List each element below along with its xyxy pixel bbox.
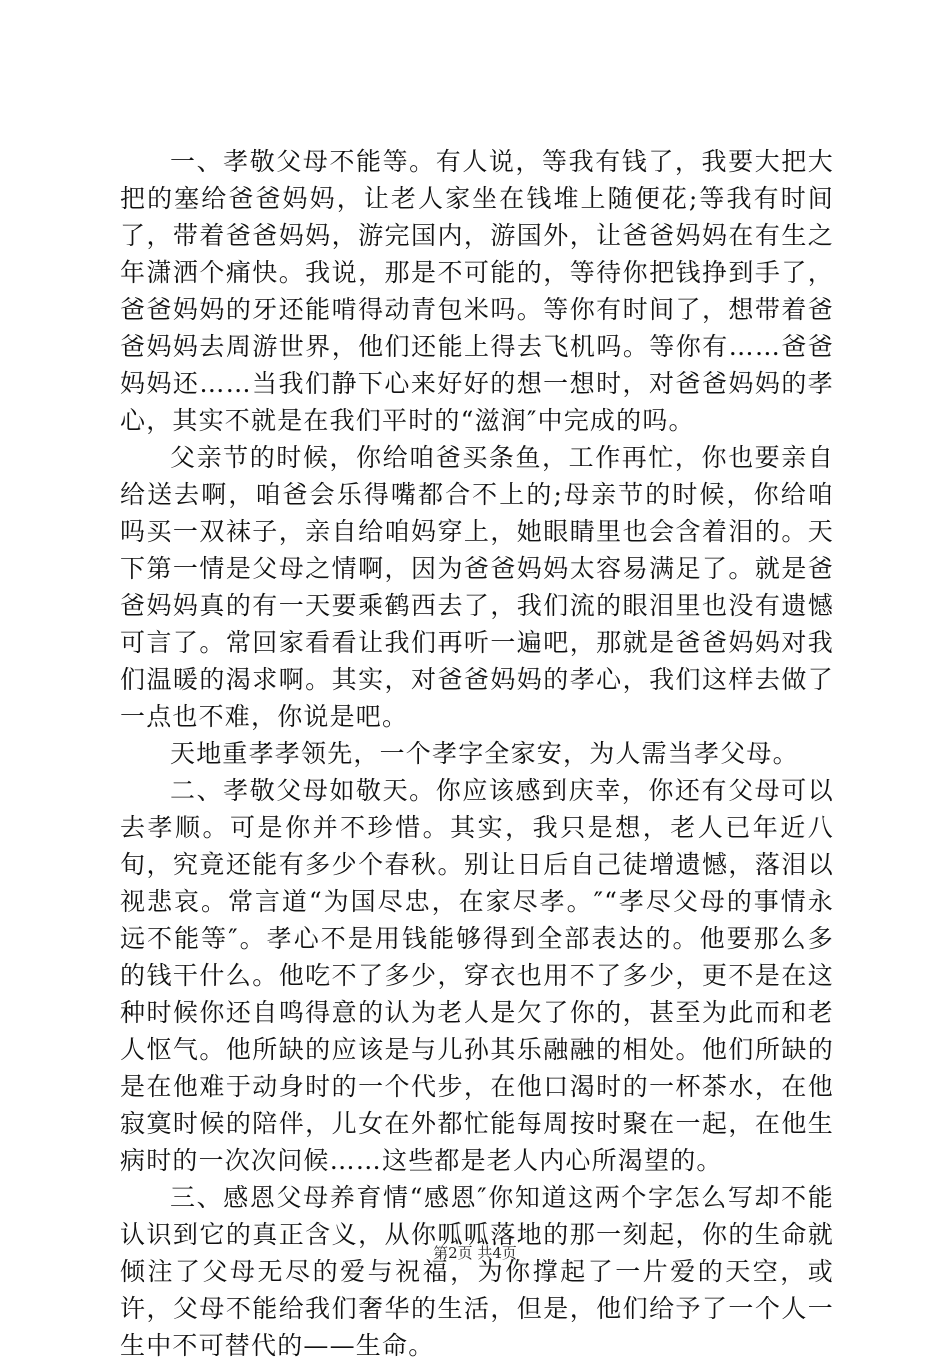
document-body xyxy=(120,143,834,1364)
page-footer: 第2页 共4页 xyxy=(433,1244,517,1262)
paragraph-2: 父亲节的时候，你给咱爸买条鱼，工作再忙，你也要亲自给送去啊，咱爸会乐得嘴都合不上的;母亲节的时候，你给咱吗买一双袜子，亲自给咱妈穿上，她眼睛里也会含着泪的。天下第一情是父母之情啊，因为爸爸妈妈太容易满足了。就是爸爸妈妈真的有一天要乘鹤西去了，我们流的眼泪里也没有遗憾可言了。常回家看看让我们再听一遍吧，那就是爸爸妈妈对我们温暖的渴求啊。其实，对爸爸妈妈的孝心，我们这样去做了一点也不难，你说是吧。 xyxy=(120,443,834,731)
paragraph-4: 二、孝敬父母如敬天。你应该感到庆幸，你还有父母可以去孝顺。可是你并不珍惜。其实，我只是想，老人已年近八旬，究竟还能有多少个春秋。别让日后自己徒增遗憾，落泪以视悲哀。常言道“为国尽忠，在家尽孝。″“孝尽父母的事情永远不能等″。孝心不是用钱能够得到全部表达的。他要那么多的钱干什么。他吃不了多少，穿衣也用不了多少，更不是在这种时候你还自鸣得意的认为老人是欠了你的，甚至为此而和老人怄气。他所缺的应该是与儿孙其乐融融的相处。他们所缺的是在他难于动身时的一个代步，在他口渴时的一杯茶水，在他寂寞时候的陪伴，儿女在外都忙能每周按时聚在一起，在他生病时的一次次问候……这些都是老人内心所渴望的。 xyxy=(120,776,834,1175)
paragraph-3: 天地重孝孝领先，一个孝字全家安，为人需当孝父母。 xyxy=(170,739,799,768)
paragraph-5: 三、感恩父母养育情“感恩″你知道这两个字怎么写却不能认识到它的真正含义，从你呱呱落地的那一刻起，你的生命就倾注了父母无尽的爱与祝福，为你撑起了一片爱的天空，或许，父母不能给我们奢华的生活，但是，他们给予了一个人一生中不可替代的——生命。 xyxy=(120,1183,834,1360)
paragraph-1: 一、孝敬父母不能等。有人说，等我有钱了，我要大把大把的塞给爸爸妈妈，让老人家坐在钱堆上随便花;等我有时间了，带着爸爸妈妈，游完国内，游国外，让爸爸妈妈在有生之年潇洒个痛快。我说，那是不可能的，等待你把钱挣到手了，爸爸妈妈的牙还能啃得动青包米吗。等你有时间了，想带着爸爸妈妈去周游世界，他们还能上得去飞机吗。等你有……爸爸妈妈还……当我们静下心来好好的想一想时，对爸爸妈妈的孝心，其实不就是在我们平时的“滋润″中完成的吗。 xyxy=(120,147,834,435)
